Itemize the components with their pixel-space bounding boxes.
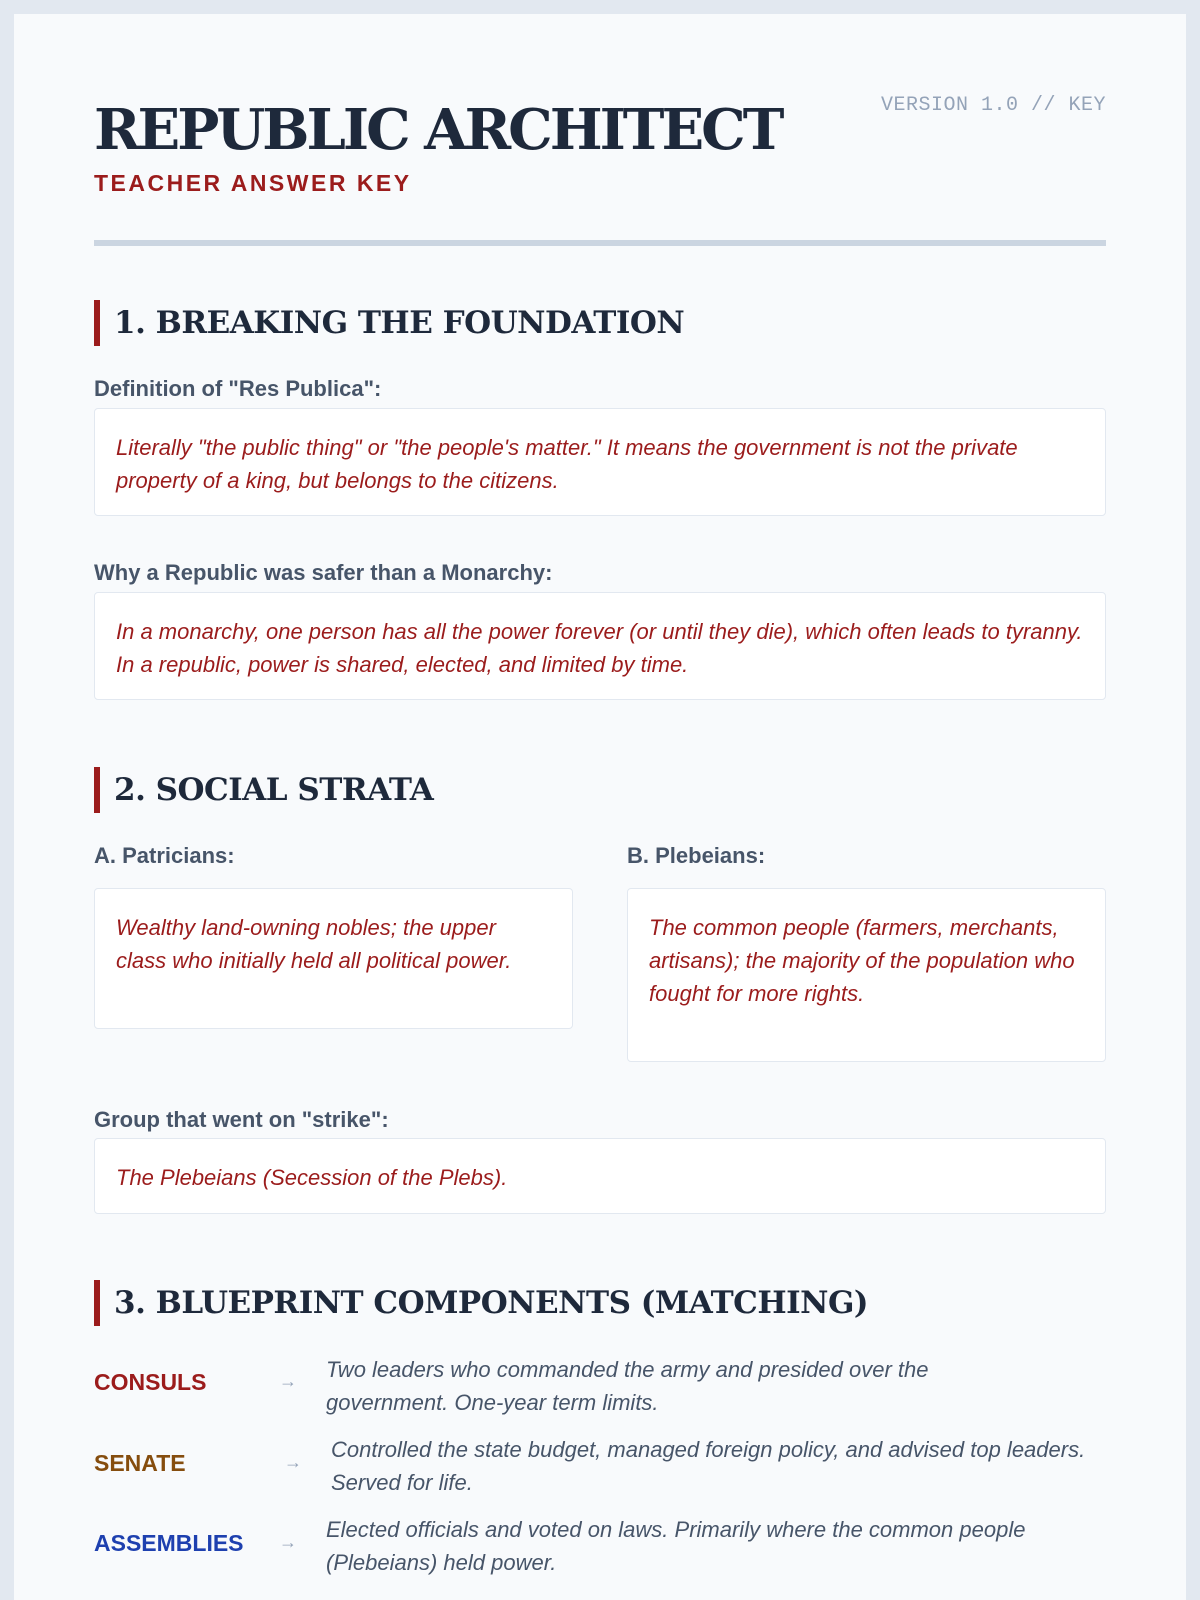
arrow-right-icon: → [279,1371,297,1391]
match-term-assemblies: ASSEMBLIES [94,1530,244,1556]
patricians-label: A. Patricians: [94,843,235,868]
worksheet-page [14,14,1186,1600]
plebeians-label: B. Plebeians: [627,843,766,868]
arrow-right-icon: → [279,1532,297,1552]
version-tag: VERSION 1.0 // KEY [880,94,1106,117]
strike-group-answer-box[interactable]: The Plebeians (Secession of the Plebs). [94,1138,1106,1214]
match-term-senate: SENATE [94,1450,186,1476]
res-publica-label: Definition of "Res Publica": [94,376,382,401]
res-publica-answer-box[interactable]: Literally "the public thing" or "the people's matter." It means the government is not the private property of a king, but belongs to the citizens. [94,408,1106,516]
strike-group-label: Group that went on "strike": [94,1107,389,1132]
page-title: REPUBLIC ARCHITECT [94,97,782,163]
match-description-assemblies: Elected officials and voted on laws. Primarily where the common people (Plebeians) held power. [326,1517,1026,1575]
republic-vs-monarchy-label: Why a Republic was safer than a Monarchy: [94,560,553,585]
arrow-right-icon: → [284,1452,302,1472]
section-3-heading: 3. BLUEPRINT COMPONENTS (MATCHING) [94,1280,868,1326]
match-description-senate: Controlled the state budget, managed foreign policy, and advised top leaders. Served for life. [331,1437,1086,1495]
plebeians-answer-box[interactable]: The common people (farmers, merchants, artisans); the majority of the population who fought for more rights. [627,888,1106,1062]
header-divider [94,240,1106,246]
match-description-consuls: Two leaders who commanded the army and presided over the government. One-year term limits. [326,1357,929,1415]
section-2-heading: 2. SOCIAL STRATA [94,767,433,813]
section-1-heading: 1. BREAKING THE FOUNDATION [94,300,684,346]
match-term-consuls: CONSULS [94,1369,207,1395]
patricians-answer-box[interactable]: Wealthy land-owning nobles; the upper class who initially held all political power. [94,888,573,1029]
republic-vs-monarchy-answer-box[interactable]: In a monarchy, one person has all the power forever (or until they die), which often leads to tyranny. In a republic, power is shared, elected, and limited by time. [94,592,1106,700]
page-subtitle: TEACHER ANSWER KEY [94,170,412,196]
